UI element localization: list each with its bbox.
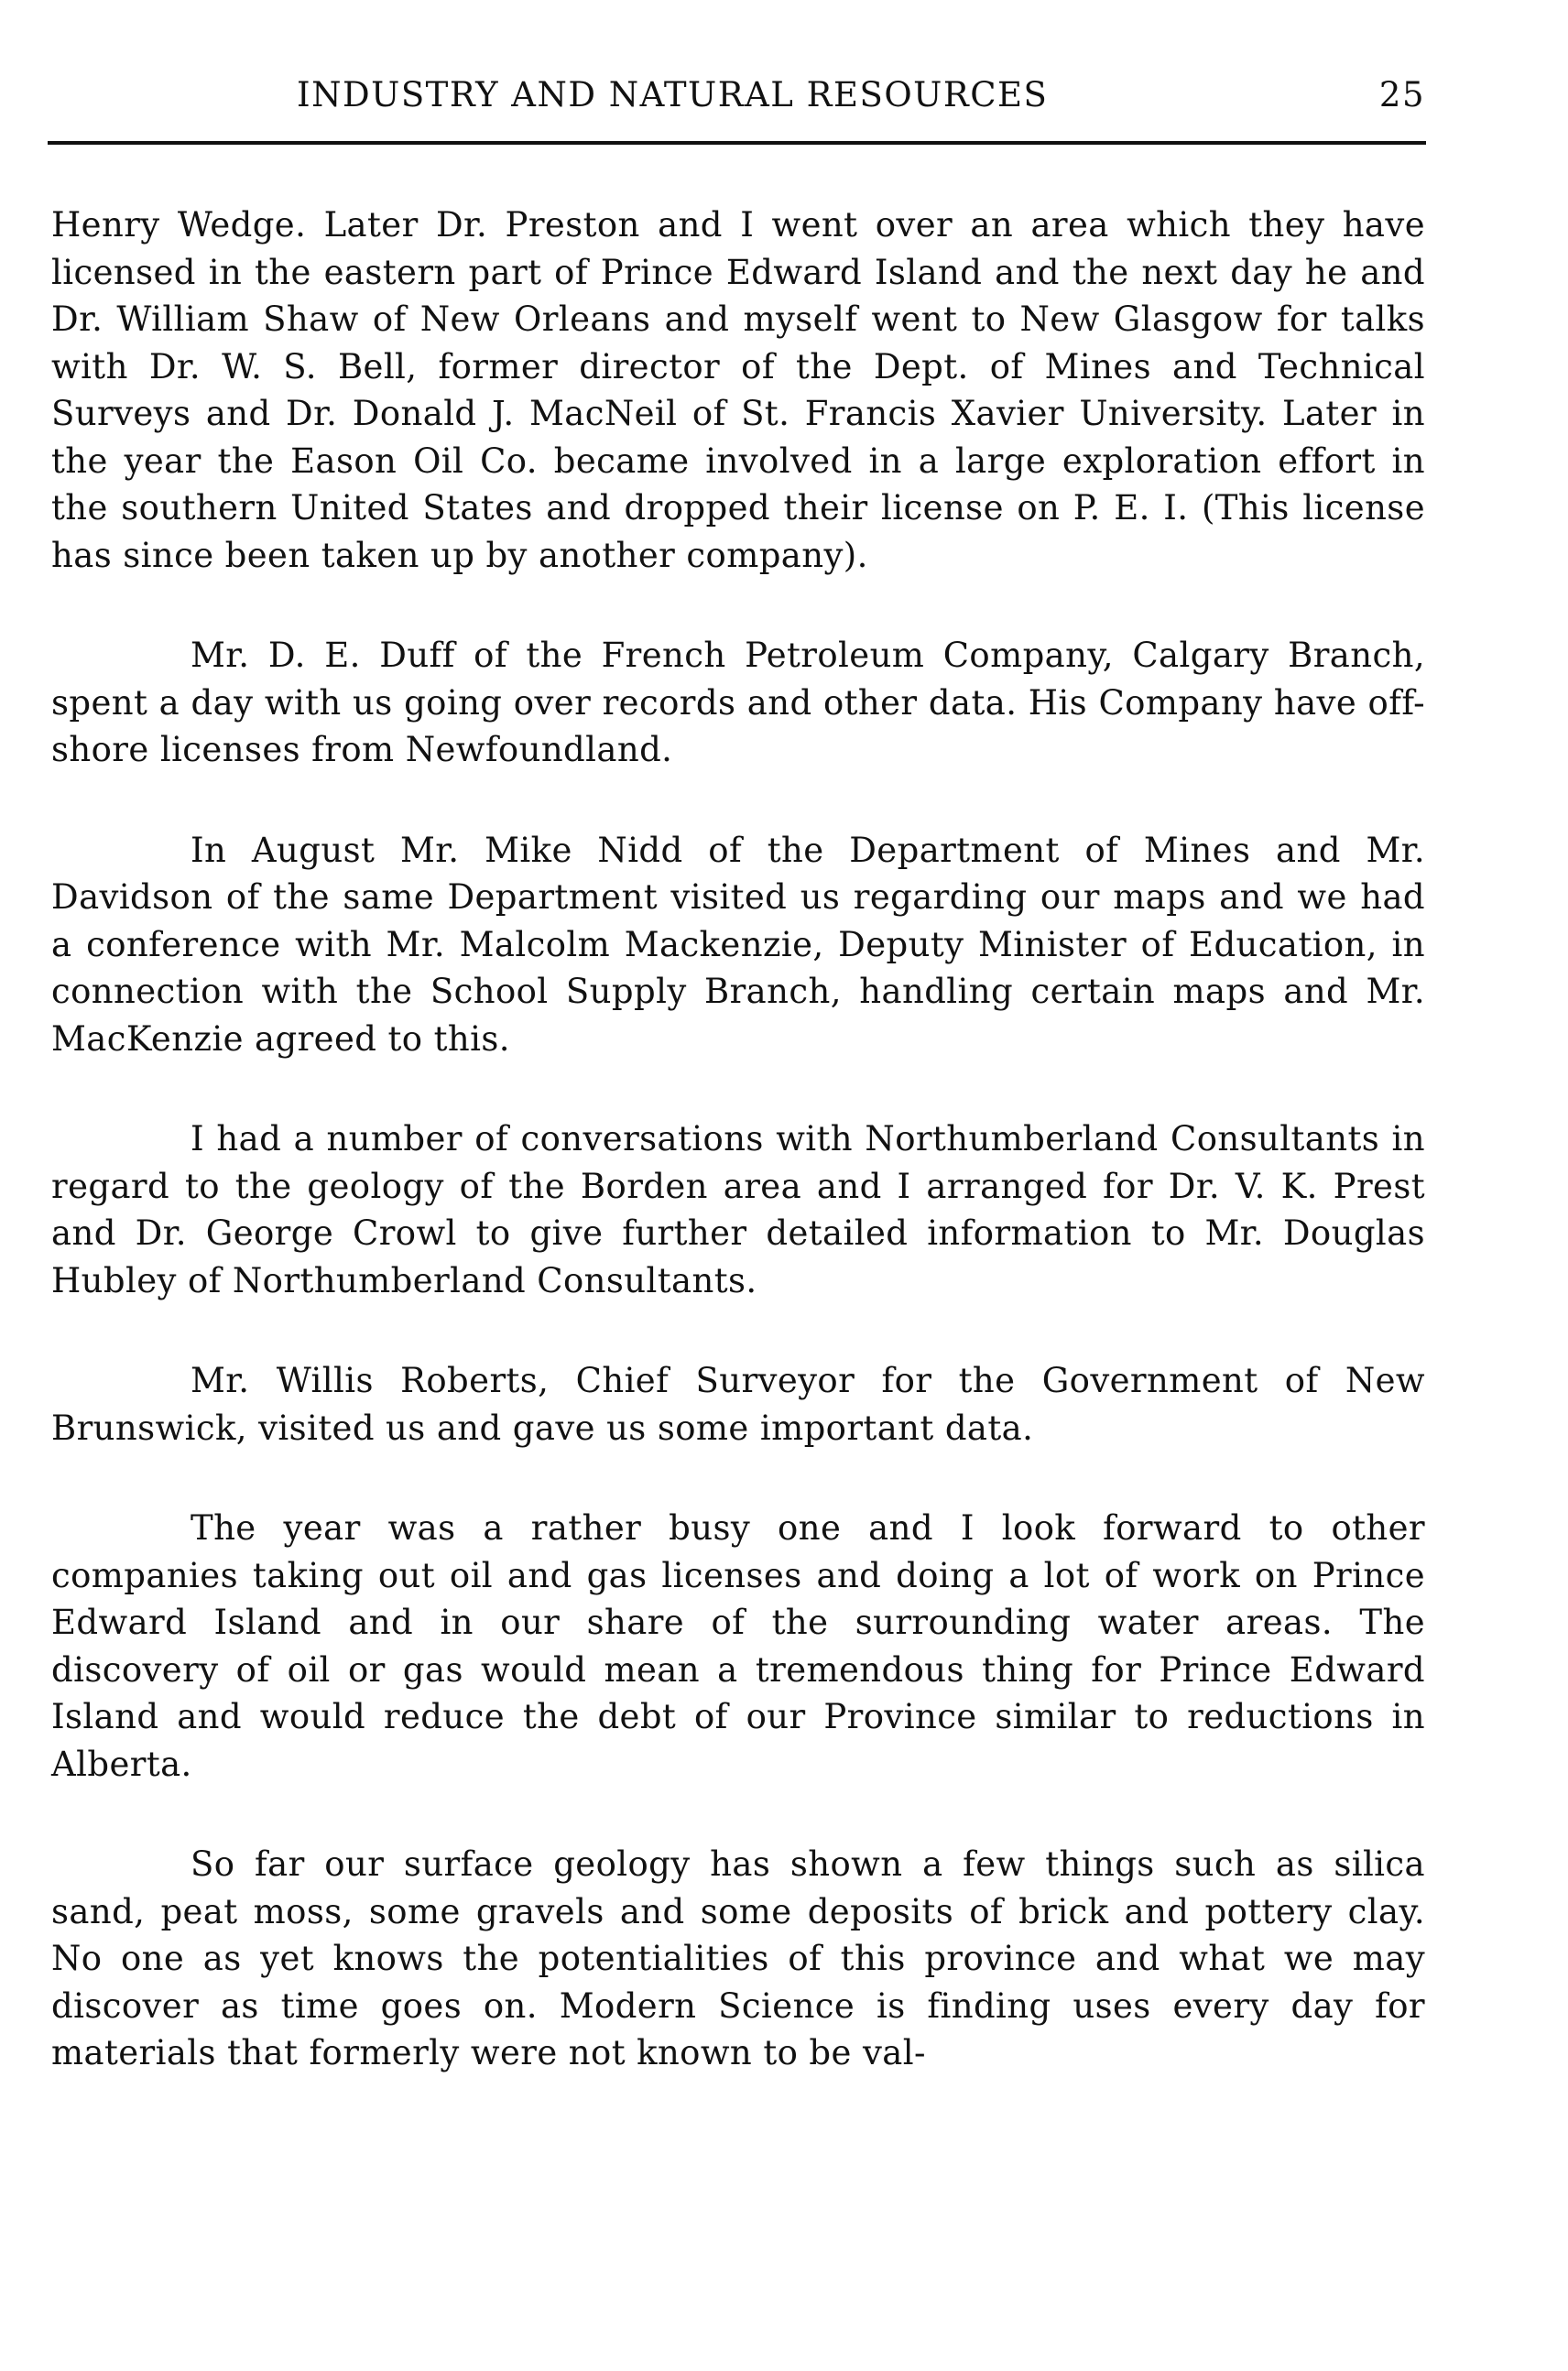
paragraph: Henry Wedge. Later Dr. Preston and I went over an area which they have licensed in the eastern part of Prince Edward Island and the next day he and Dr. William Shaw of New Orleans and myself went to New Glasgow for talks with Dr. W. S. Bell, former director of the Dept. of Mines and Technical Surveys and Dr. Donald J. MacNeil of St. Francis Xavier University. Later in the year the Eason Oil Co. became involved in a large exploration effort in the southern United States and dropped their license on P. E. I. (This license has since been taken up by another company).: [51, 205, 1425, 575]
body-text: [51, 201, 1425, 2130]
paragraph: The year was a rather busy one and I look forward to other companies taking out oil and gas licenses and doing a lot of work on Prince Edward Island and in our share of the surrounding water areas. The discovery of oil or gas would mean a tremendous thing for Prince Edward Island and would reduce the debt of our Province similar to reductions in Alberta.: [51, 1508, 1425, 1784]
page-number: 25: [1378, 75, 1425, 114]
paragraph: In August Mr. Mike Nidd of the Department of Mines and Mr. Davidson of the same Department visited us regarding our maps and we had a conference with Mr. Malcolm Mackenzie, Deputy Minister of Education, in connection with the School Supply Branch, handling certain maps and Mr. MacKenzie agreed to this.: [51, 830, 1425, 1059]
running-header: [51, 75, 1425, 126]
running-title: INDUSTRY AND NATURAL RESOURCES: [297, 75, 1049, 114]
paragraph: So far our surface geology has shown a few things such as silica sand, peat moss, some gravels and some deposits of brick and pottery clay. No one as yet knows the potentialities of this province and what we may discover as time goes on. Modern Science is finding uses every day for materials that formerly were not known to be val-: [51, 1844, 1425, 2072]
paragraph: I had a number of conversations with Northumberland Consultants in regard to the geology of the Borden area and I arranged for Dr. V. K. Prest and Dr. George Crowl to give further detailed information to Mr. Douglas Hubley of Northumberland Consultants.: [51, 1119, 1425, 1300]
paragraph: Mr. Willis Roberts, Chief Surveyor for the Government of New Brunswick, visited us and gave us some important data.: [51, 1361, 1425, 1448]
header-rule: [48, 141, 1426, 145]
paragraph: Mr. D. E. Duff of the French Petroleum Company, Calgary Branch, spent a day with us going over records and other data. His Company have off-shore licenses from Newfoundland.: [51, 636, 1425, 769]
